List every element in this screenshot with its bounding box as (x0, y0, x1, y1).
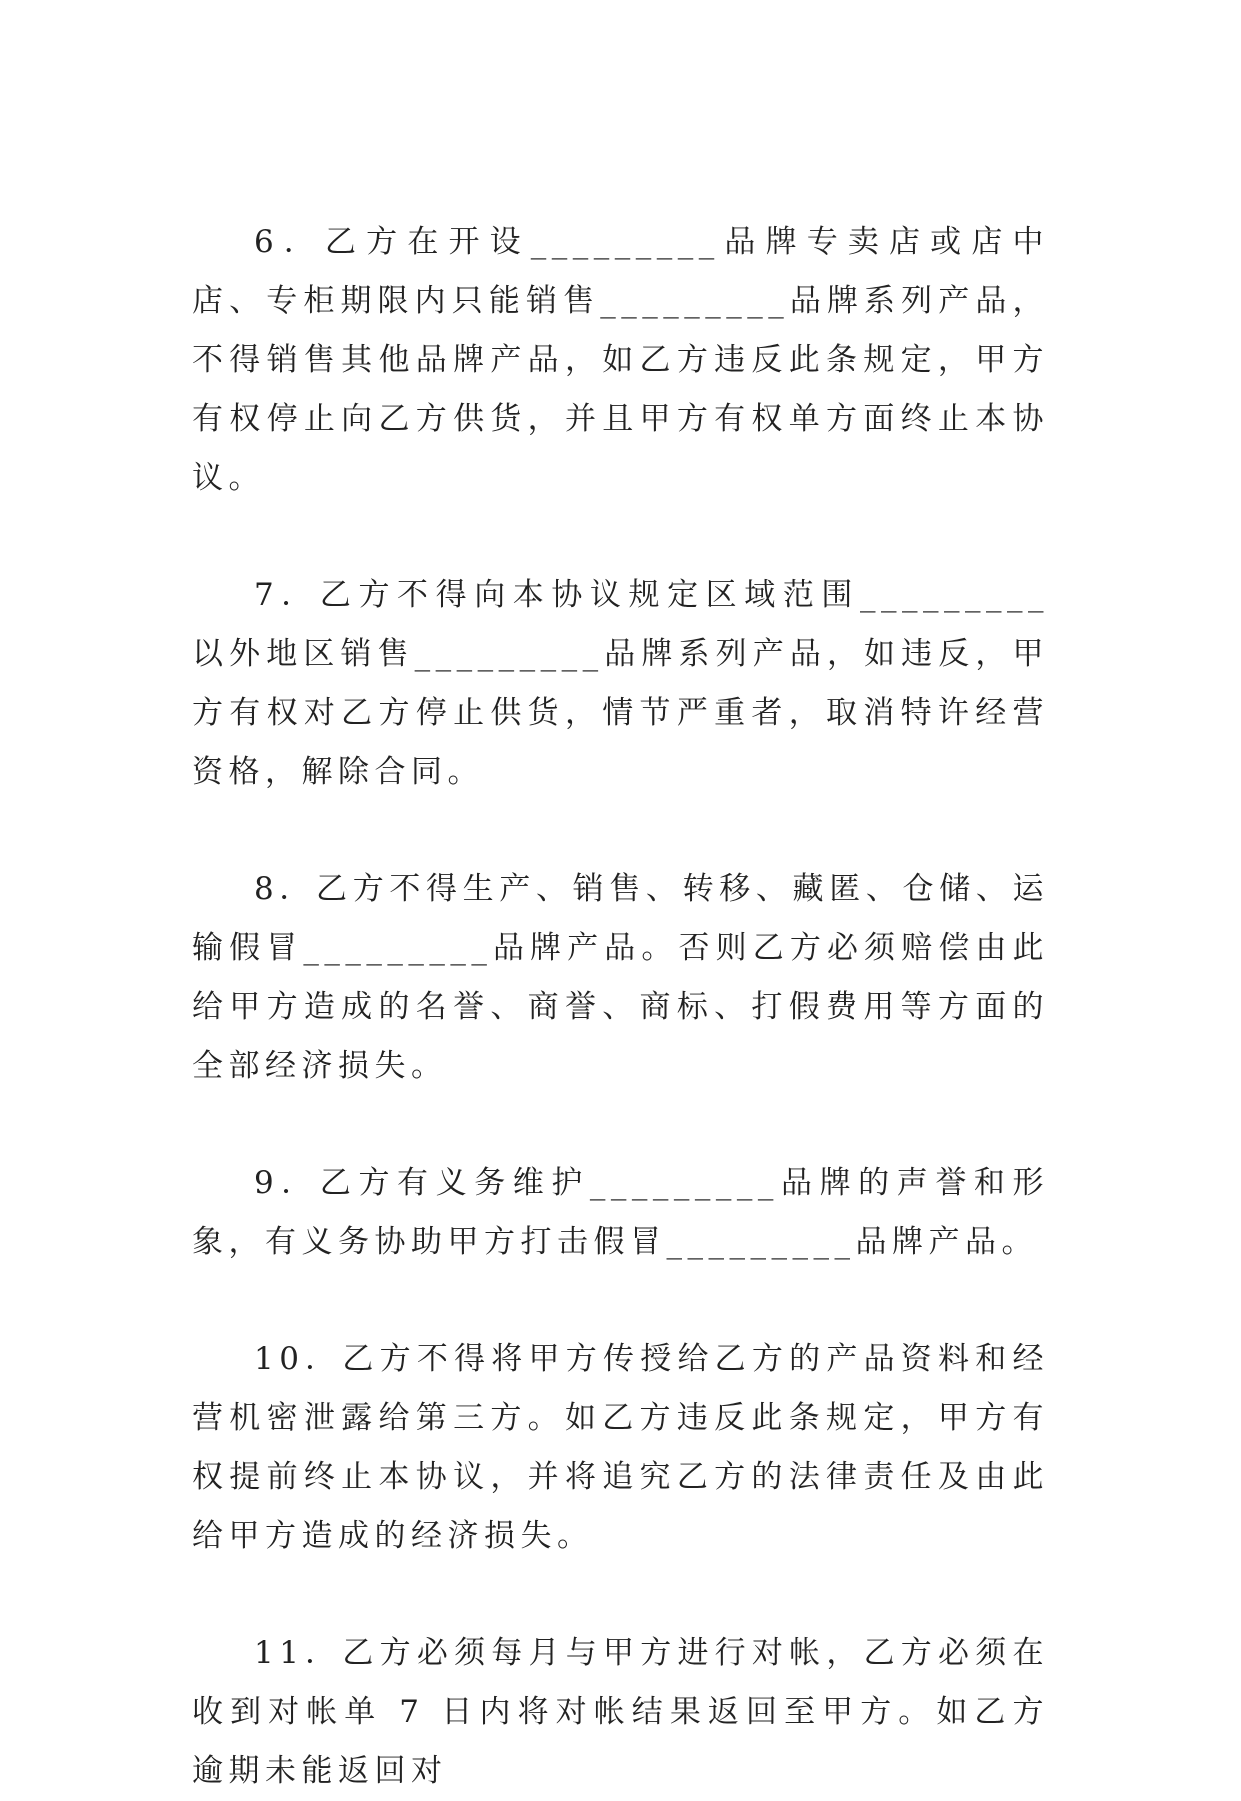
clause-6: 6．乙方在开设_________品牌专卖店或店中店、专柜期限内只能销售_________品牌系列产品，不得销售其他品牌产品，如乙方违反此条规定，甲方有权停止向乙方供货，并且甲方有权单方面终止本协议。 (192, 224, 1049, 496)
clause-8: 8．乙方不得生产、销售、转移、藏匿、仓储、运输假冒_________品牌产品。否则乙方必须赔偿由此给甲方造成的名誉、商誉、商标、打假费用等方面的全部经济损失。 (192, 871, 1049, 1084)
clause-11: 11．乙方必须每月与甲方进行对帐，乙方必须在收到对帐单 7 日内将对帐结果返回至甲方。如乙方逾期未能返回对 (192, 1635, 1049, 1789)
clause-7: 7．乙方不得向本协议规定区域范围_________以外地区销售_________品牌系列产品，如违反，甲方有权对乙方停止供货，情节严重者，取消特许经营资格，解除合同。 (192, 577, 1049, 790)
document-body (192, 213, 1049, 1801)
clause-9: 9．乙方有义务维护_________品牌的声誉和形象，有义务协助甲方打击假冒_________品牌产品。 (192, 1165, 1049, 1260)
clause-10: 10．乙方不得将甲方传授给乙方的产品资料和经营机密泄露给第三方。如乙方违反此条规定，甲方有权提前终止本协议，并将追究乙方的法律责任及由此给甲方造成的经济损失。 (192, 1341, 1049, 1554)
